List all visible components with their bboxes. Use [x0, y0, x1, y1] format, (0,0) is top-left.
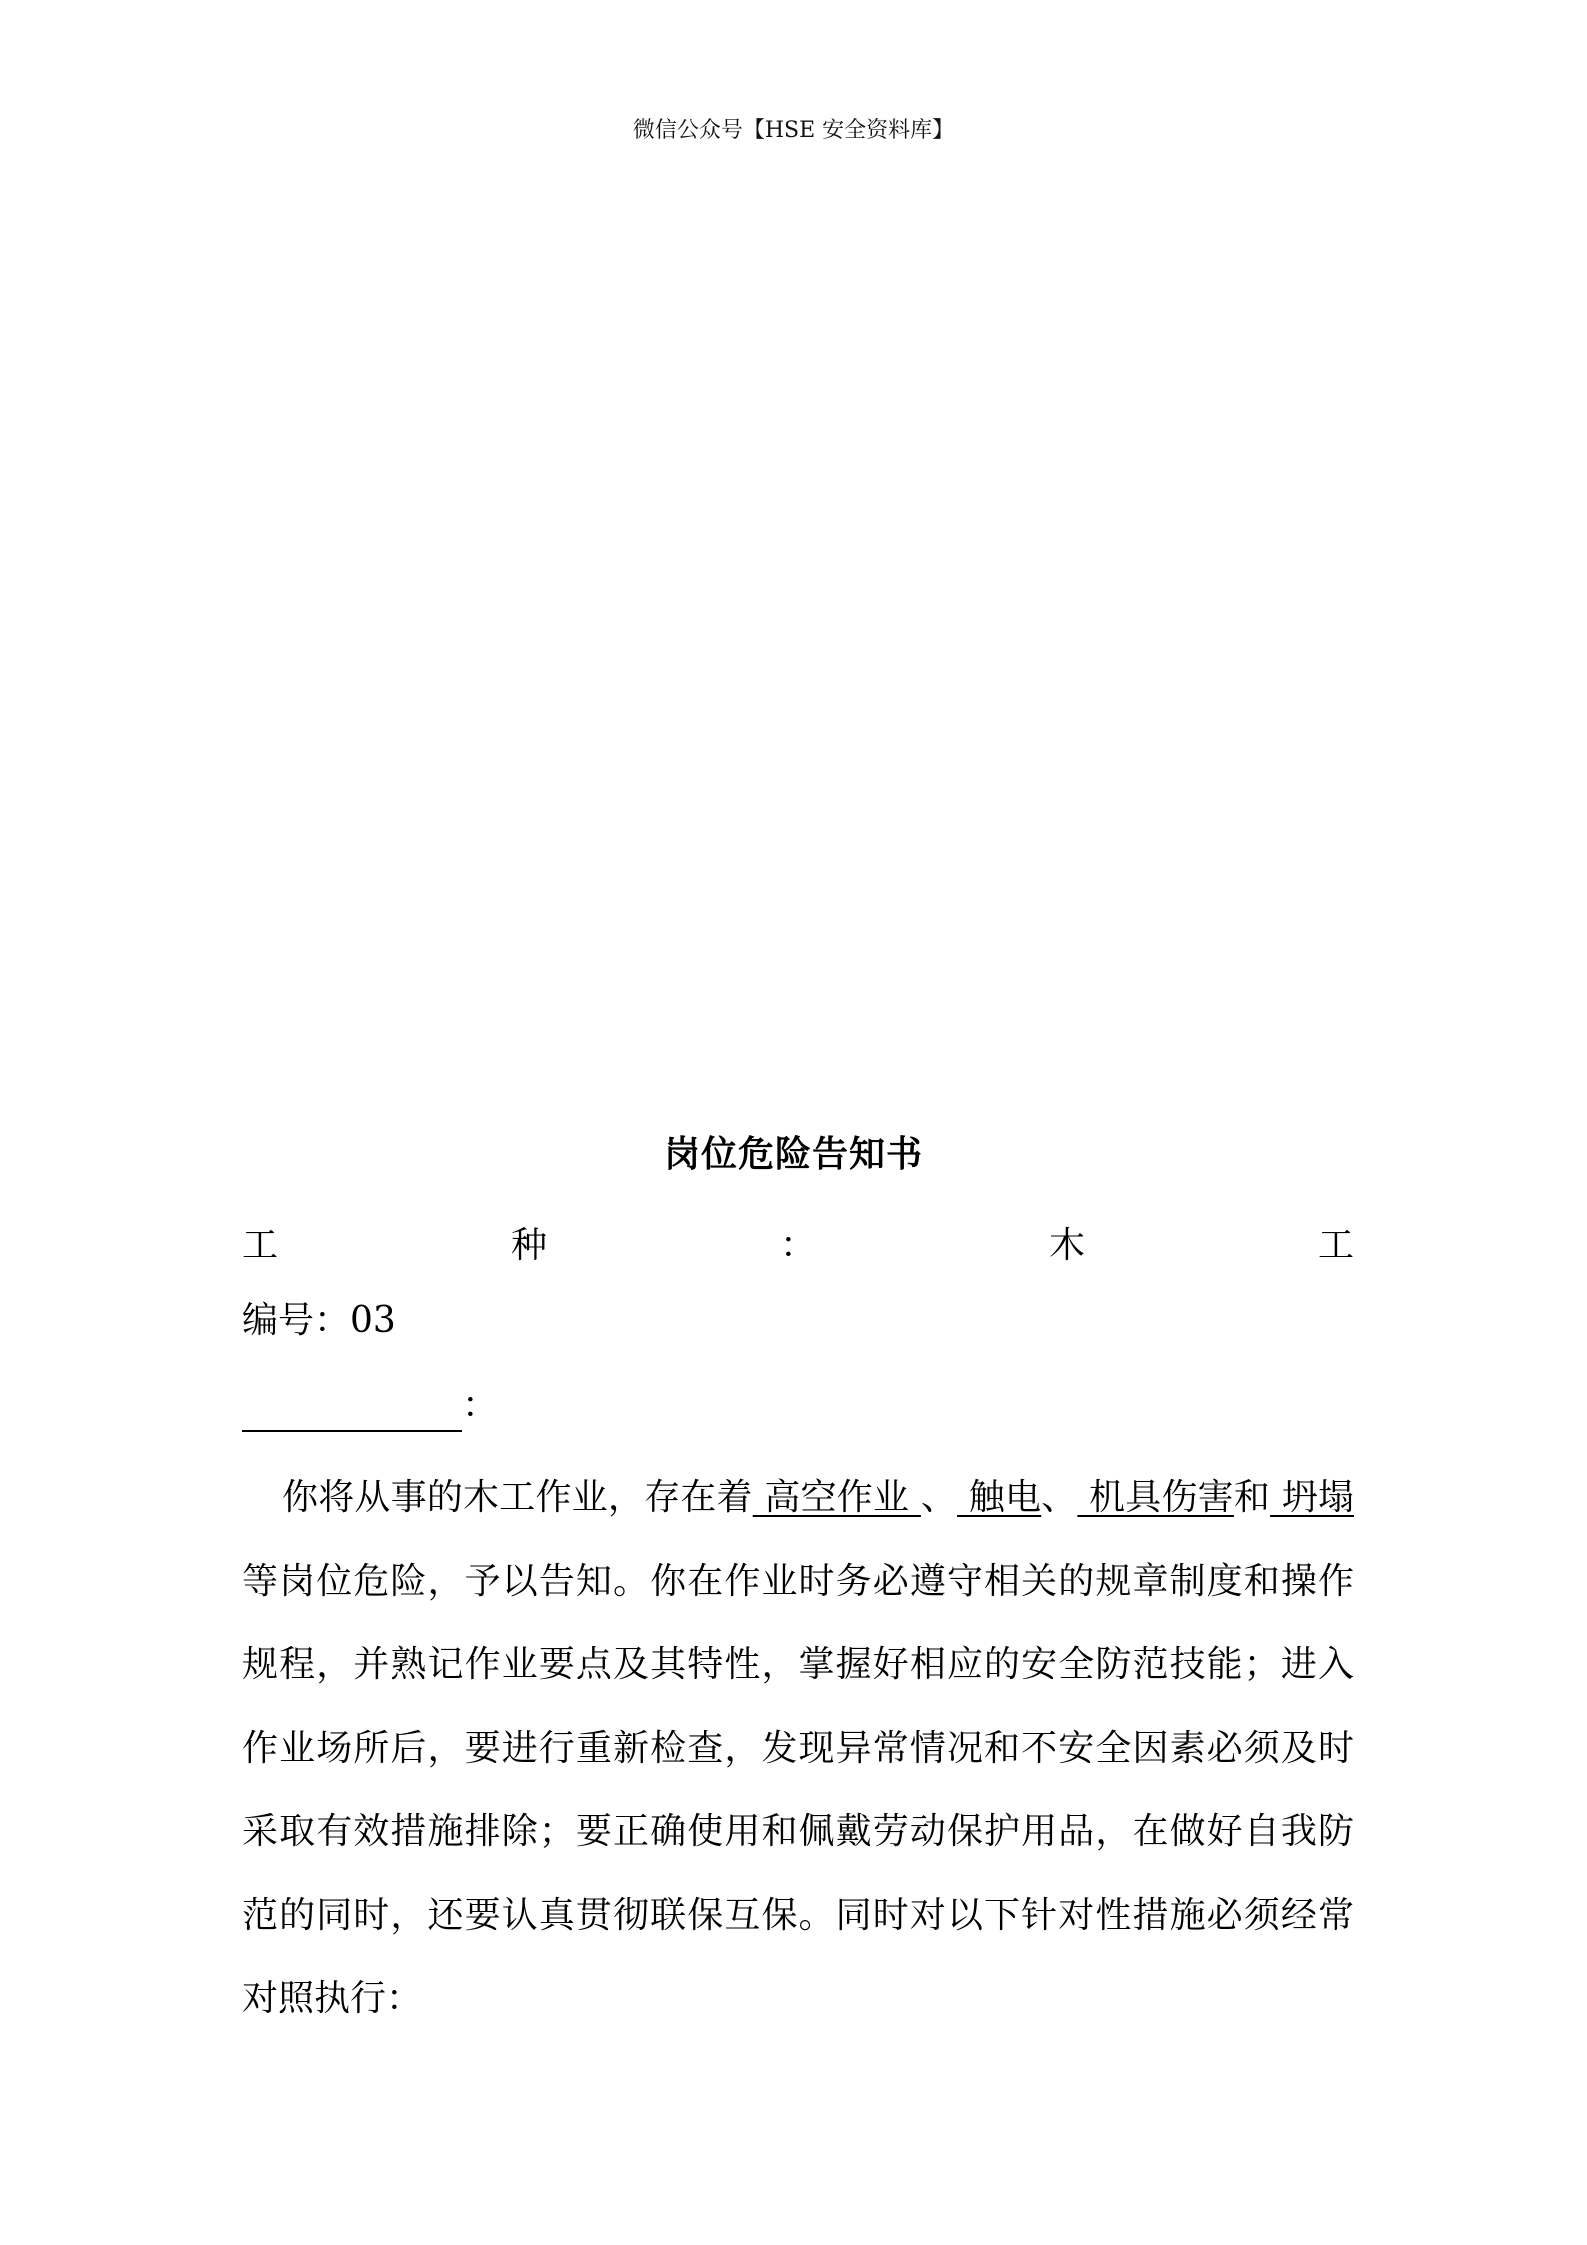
body-text-segment: 等岗位危险，予以告知。你在作业时务必遵守相关的规章制度和操作规程，并熟记作业要点及其特性，掌握好相应的安全防范技能；进入作业场所后，要进行重新检查，发现异常情况和不安全因素必须及时采取有效措施排除；要正确使用和佩戴劳动保护用品，在做好自我防范的同时，还要认真贯彻联保互保。同时对以下针对性措施必须经常对照执行：: [242, 1560, 1354, 2019]
body-text-segment: 你将从事的木工作业，存在着: [282, 1477, 753, 1518]
page-header: 微信公众号【HSE 安全资料库】: [632, 118, 955, 143]
work-type-char: 工: [242, 1224, 279, 1266]
hazard-collapse: 坍塌: [1270, 1477, 1354, 1518]
work-type-char: 工: [1317, 1224, 1354, 1266]
hazard-electric-shock: 触电: [957, 1477, 1042, 1518]
addressee-colon: ：: [462, 1385, 499, 1426]
addressee-line: [242, 1380, 1354, 1432]
hazard-high-altitude: 高空作业: [752, 1477, 921, 1518]
work-type-line: [242, 1216, 1354, 1268]
separator: 、: [1041, 1477, 1078, 1518]
addressee-blank: [242, 1386, 462, 1432]
work-type-char: ：: [779, 1224, 816, 1266]
document-title: 岗位危险告知书: [663, 1133, 923, 1175]
separator: 、: [920, 1477, 958, 1518]
work-type-char: 种: [510, 1224, 547, 1266]
work-type-char: 木: [1048, 1224, 1085, 1266]
hazard-machinery-injury: 机具伤害: [1077, 1477, 1234, 1518]
document-number: 编号：03: [242, 1300, 396, 1341]
body-paragraph: [242, 1456, 1354, 2041]
body-text-segment: 和: [1233, 1477, 1271, 1518]
